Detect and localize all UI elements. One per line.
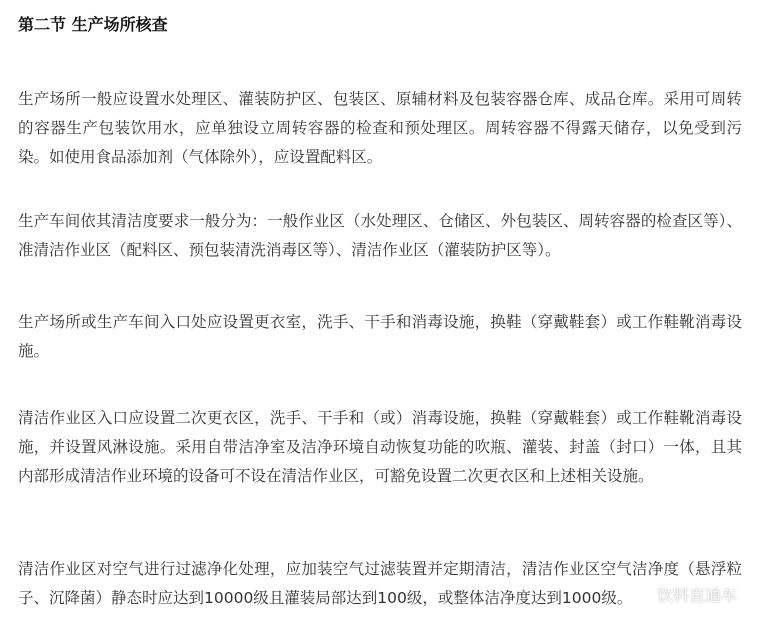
watermark: [629, 583, 737, 606]
paragraph-air-filtration: 清洁作业区对空气进行过滤净化处理，应加装空气过滤装置并定期清洁，清洁作业区空气洁净度（悬浮粒子、沉降菌）静态时应达到10000级且灌装局部达到100级，或整体洁净度达到1000级。: [18, 560, 742, 607]
watermark-text: 饮料直通车: [656, 586, 737, 605]
paragraph-clean-zone-entrance: 清洁作业区入口应设置二次更衣区，洗手、干手和（或）消毒设施，换鞋（穿戴鞋套）或工作鞋靴消毒设施，并设置风淋设施。采用自带洁净室及洁净环境自动恢复功能的吹瓶、灌装、封盖（封口）一体，且其内部形成清洁作业环境的设备可不设在清洁作业区，可豁免设置二次更衣区和上述相关设施。: [18, 409, 742, 485]
paragraph-entrance-facilities: 生产场所或生产车间入口处应设置更衣室，洗手、干手和消毒设施，换鞋（穿戴鞋套）或工作鞋靴消毒设施。: [18, 313, 742, 360]
section-title: 第二节 生产场所核查: [18, 15, 168, 34]
wechat-icon: [629, 586, 651, 604]
paragraph-cleanliness-zones: 生产车间依其清洁度要求一般分为：一般作业区（水处理区、仓储区、外包装区、周转容器的检查区等）、准清洁作业区（配料区、预包装清洗消毒区等）、清洁作业区（灌装防护区等）。: [18, 212, 742, 259]
paragraph-production-areas: 生产场所一般应设置水处理区、灌装防护区、包装区、原辅材料及包装容器仓库、成品仓库。采用可周转的容器生产包装饮用水，应单独设立周转容器的检查和预处理区。周转容器不得露天储存，以免受到污染。如使用食品添加剂（气体除外），应设置配料区。: [18, 90, 742, 166]
